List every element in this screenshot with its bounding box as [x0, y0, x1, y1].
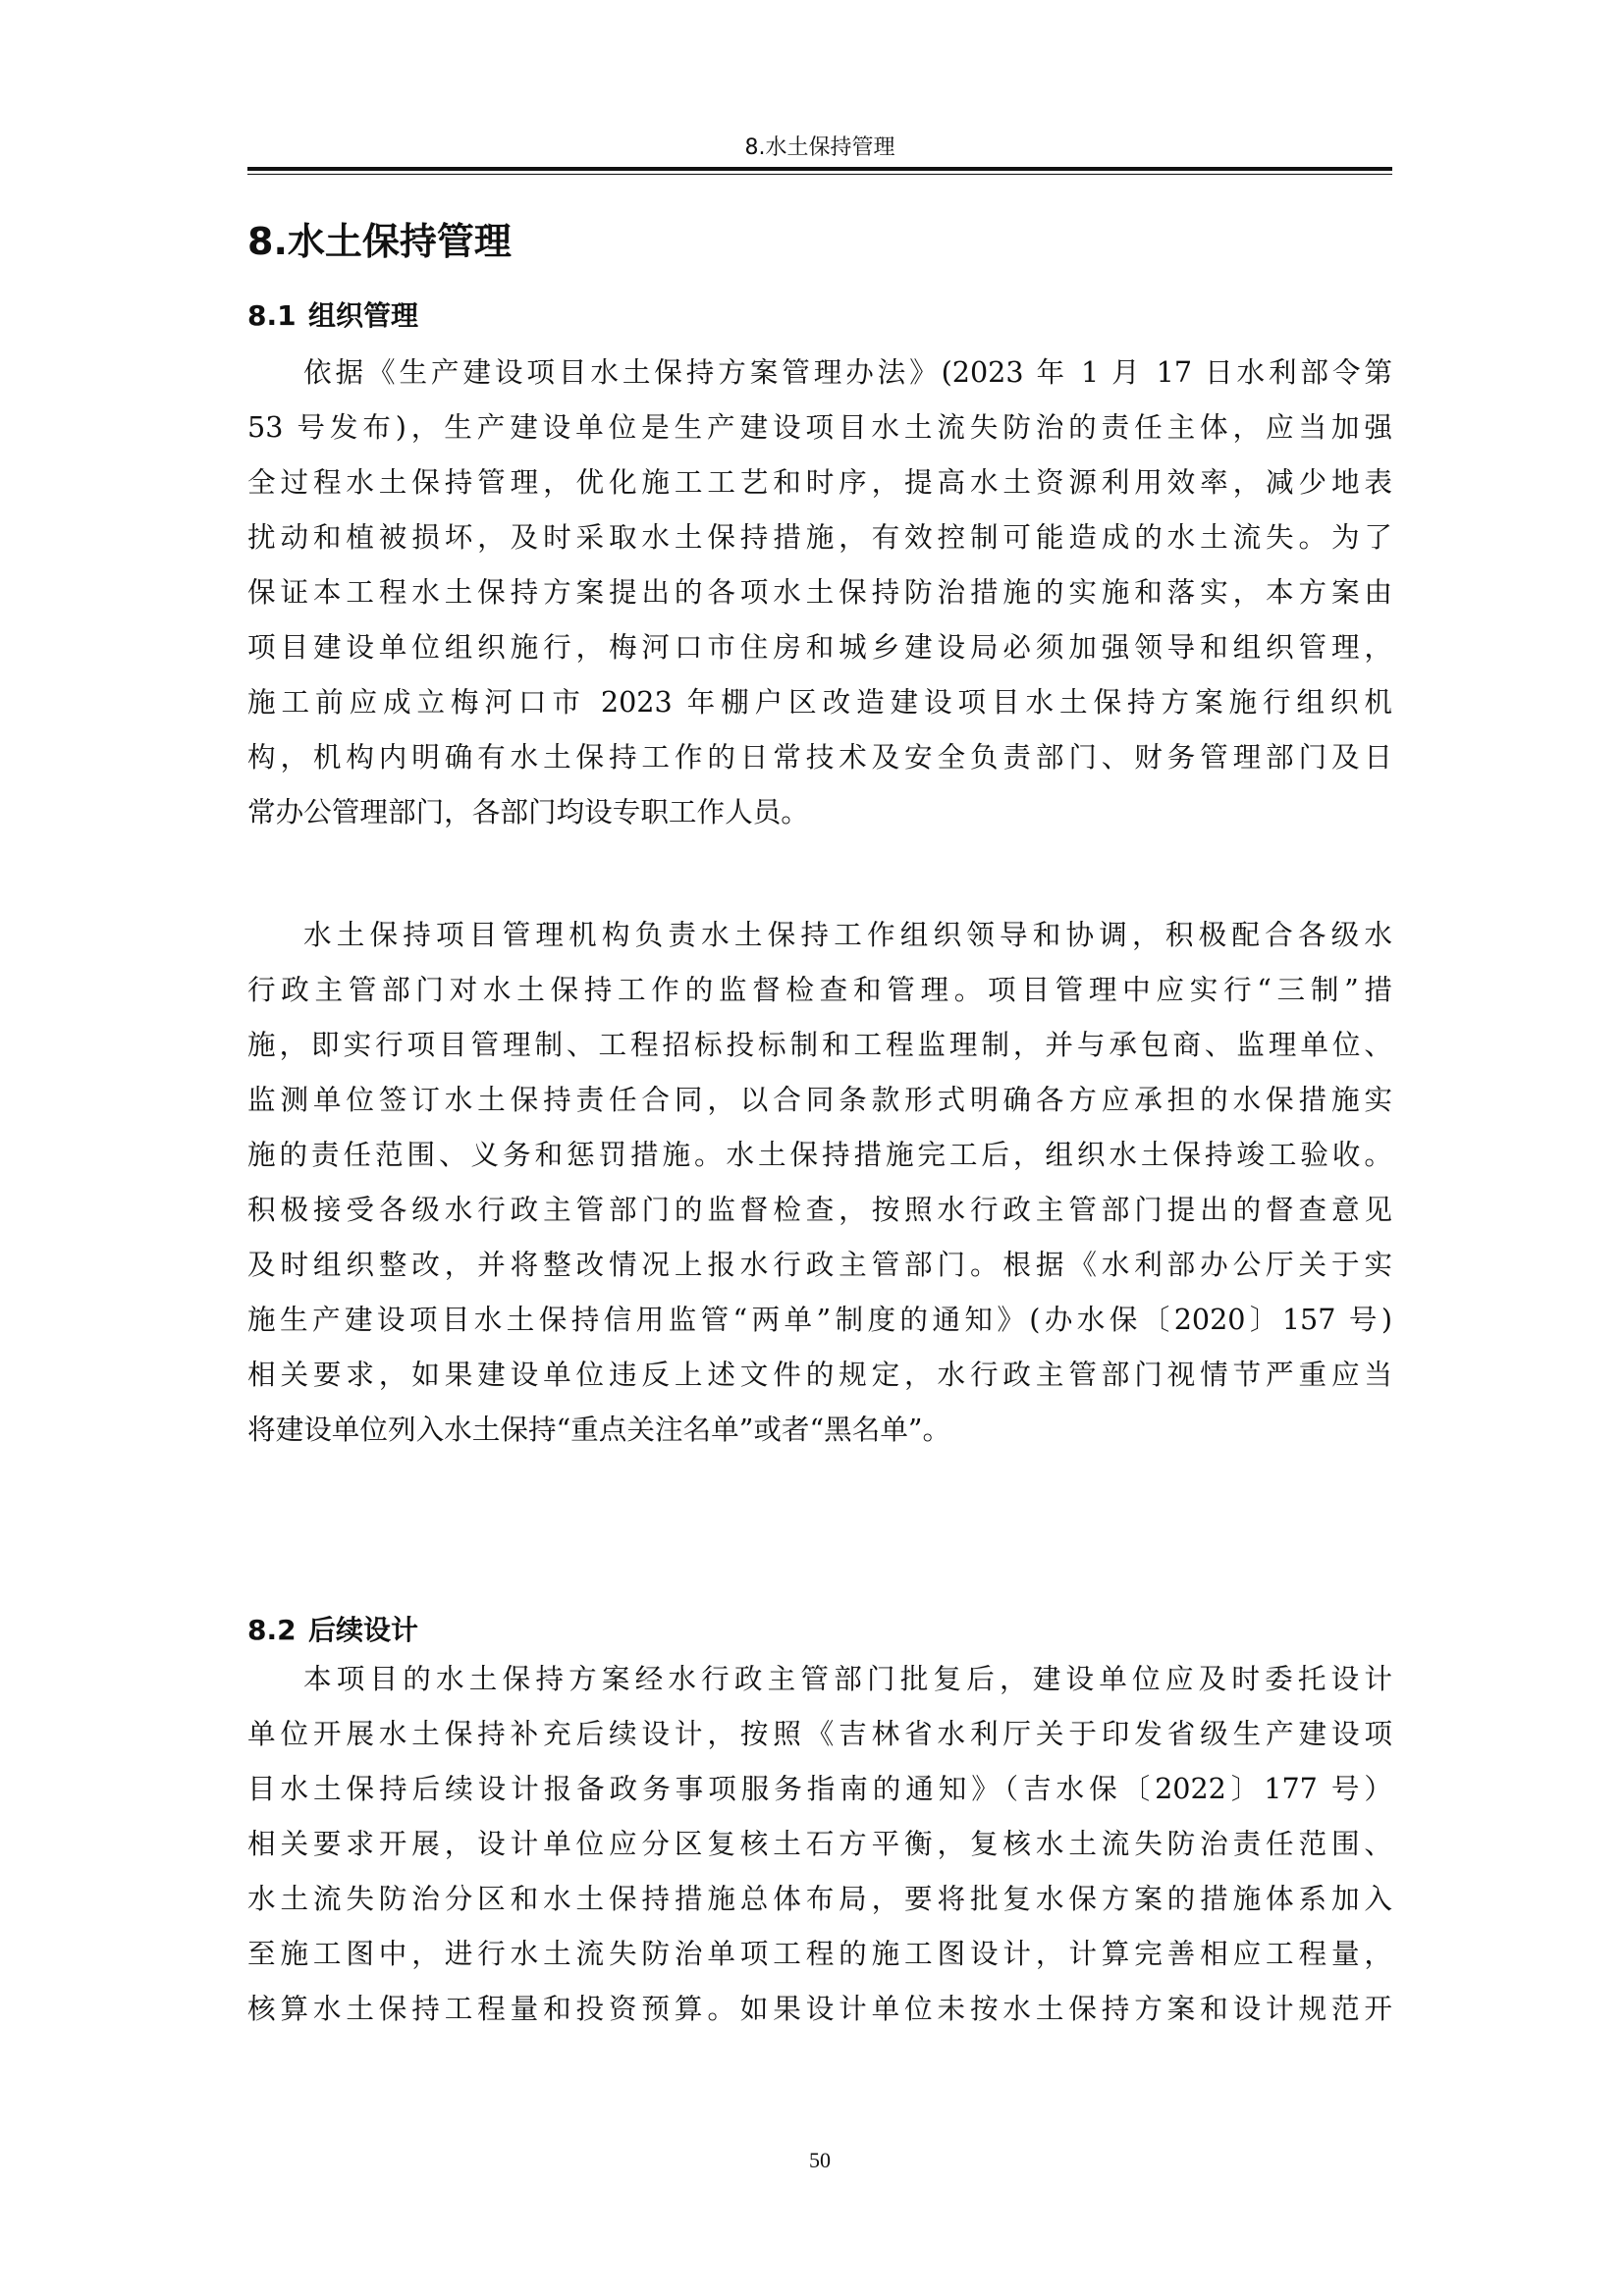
text-line: 至施工图中，进行水土流失防治单项工程的施工图设计，计算完善相应工程量， — [247, 1937, 1392, 1970]
section-heading-8-1 — [247, 293, 418, 340]
text-line: 本项目的水土保持方案经水行政主管部门批复后，建设单位应及时委托设计 — [303, 1662, 1392, 1695]
text-line: 全过程水土保持管理，优化施工工艺和时序，提高水土资源利用效率，减少地表 — [247, 465, 1392, 499]
running-header-title: 8.水土保持管理 — [744, 135, 895, 160]
text-line: 常办公管理部门，各部门均设专职工作人员。 — [247, 795, 809, 828]
text-line: 积极接受各级水行政主管部门的监督检查，按照水行政主管部门提出的督查意见 — [247, 1193, 1392, 1226]
text-line: 施生产建设项目水土保持信用监管“两单”制度的通知》(办水保〔2020〕157 号) — [247, 1303, 1392, 1336]
paragraph-organization-2 — [247, 907, 1392, 1457]
text-line: 及时组织整改，并将整改情况上报水行政主管部门。根据《水利部办公厅关于实 — [247, 1248, 1392, 1281]
page-number: 50 — [809, 2148, 831, 2172]
section-number: 8.1 — [247, 299, 297, 332]
text-line: 水土流失防治分区和水土保持措施总体布局，要将批复水保方案的措施体系加入 — [247, 1882, 1392, 1915]
paragraph-organization-1 — [247, 345, 1392, 839]
text-line: 53 号发布)，生产建设单位是生产建设项目水土流失防治的责任主体，应当加强 — [247, 410, 1392, 444]
text-line: 保证本工程水土保持方案提出的各项水土保持防治措施的实施和落实，本方案由 — [247, 575, 1392, 609]
text-line: 施工前应成立梅河口市 2023 年棚户区改造建设项目水土保持方案施行组织机 — [247, 685, 1392, 719]
chapter-title: 8.水土保持管理 — [247, 220, 512, 263]
text-line: 施的责任范围、义务和惩罚措施。水土保持措施完工后，组织水土保持竣工验收。 — [247, 1138, 1392, 1171]
section-number: 8.2 — [247, 1614, 297, 1646]
text-line: 项目建设单位组织施行，梅河口市住房和城乡建设局必须加强领导和组织管理， — [247, 630, 1392, 664]
text-line: 监测单位签订水土保持责任合同，以合同条款形式明确各方应承担的水保措施实 — [247, 1083, 1392, 1116]
text-line: 扰动和植被损坏，及时采取水土保持措施，有效控制可能造成的水土流失。为了 — [247, 520, 1392, 554]
section-title-text: 后续设计 — [308, 1614, 419, 1646]
text-line: 单位开展水土保持补充后续设计，按照《吉林省水利厅关于印发省级生产建设项 — [247, 1717, 1392, 1750]
text-line: 将建设单位列入水土保持“重点关注名单”或者“黑名单”。 — [247, 1413, 951, 1446]
section-heading-8-2 — [247, 1607, 418, 1654]
header-rule-thin — [247, 174, 1392, 175]
header-rule-thick — [247, 167, 1392, 171]
text-line: 行政主管部门对水土保持工作的监督检查和管理。项目管理中应实行“三制”措 — [247, 973, 1392, 1006]
text-line: 核算水土保持工程量和投资预算。如果设计单位未按水土保持方案和设计规范开 — [247, 1992, 1392, 2025]
text-line: 相关要求，如果建设单位违反上述文件的规定，水行政主管部门视情节严重应当 — [247, 1358, 1392, 1391]
text-line: 目水土保持后续设计报备政务事项服务指南的通知》（吉水保〔2022〕177 号） — [247, 1772, 1392, 1805]
text-line: 水土保持项目管理机构负责水土保持工作组织领导和协调，积极配合各级水 — [303, 918, 1392, 951]
text-line: 依据《生产建设项目水土保持方案管理办法》(2023 年 1 月 17 日水利部令第 — [303, 355, 1392, 389]
text-line: 相关要求开展，设计单位应分区复核土石方平衡，复核水土流失防治责任范围、 — [247, 1827, 1392, 1860]
paragraph-followup-design — [247, 1651, 1392, 2036]
text-line: 构，机构内明确有水土保持工作的日常技术及安全负责部门、财务管理部门及日 — [247, 740, 1392, 774]
section-title-text: 组织管理 — [308, 299, 419, 332]
text-line: 施，即实行项目管理制、工程招标投标制和工程监理制，并与承包商、监理单位、 — [247, 1028, 1392, 1061]
